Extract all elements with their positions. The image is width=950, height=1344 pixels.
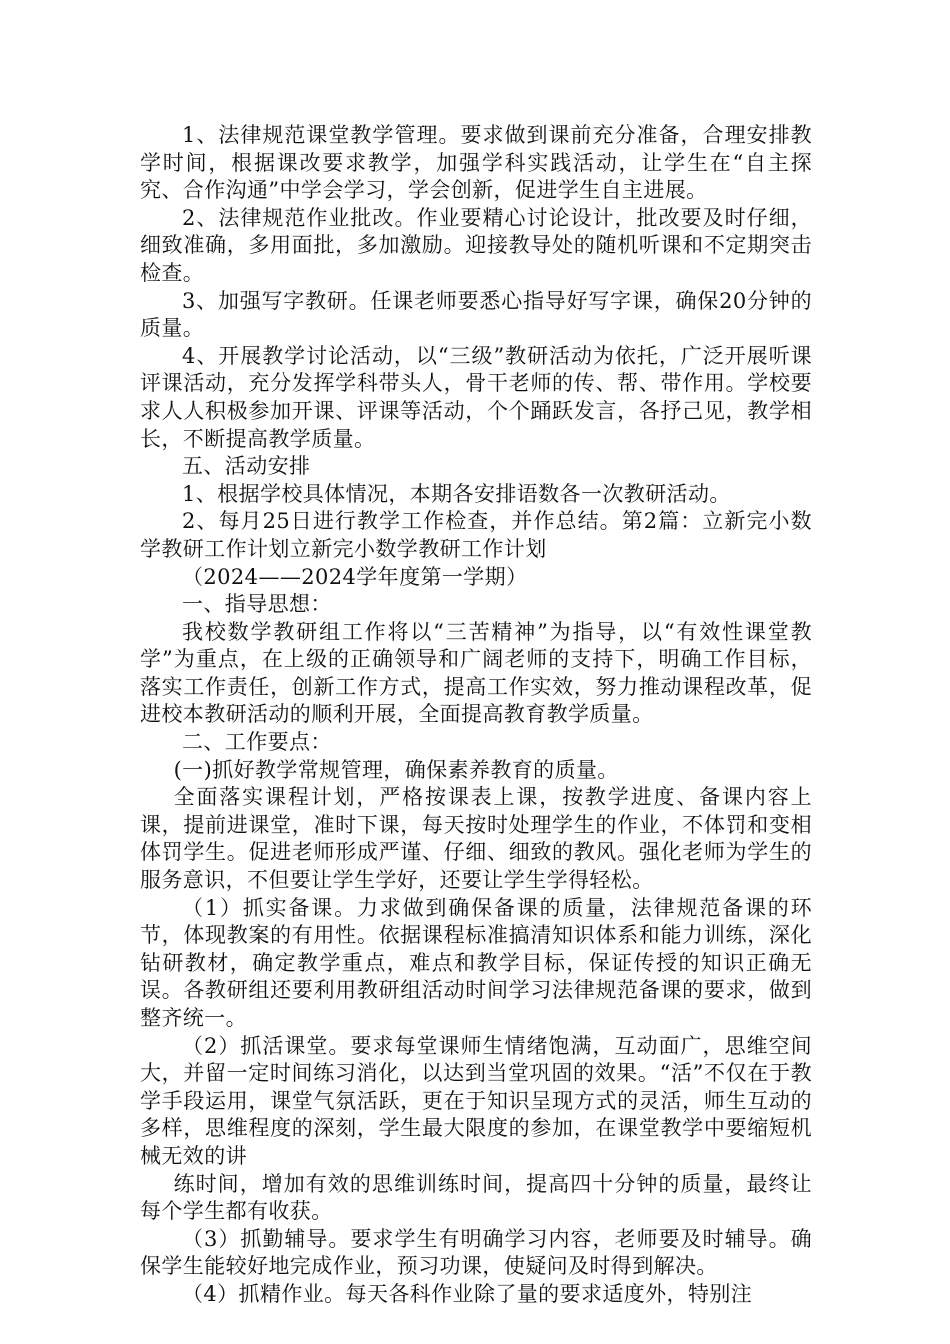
paragraph-activity-2: 2、每月25日进行教学工作检查，并作总结。第2篇：立新完小数学教研工作计划立新完小数学教研工作计划: [140, 509, 812, 561]
paragraph-lesson-prep: （1）抓实备课。力求做到确保备课的质量，法律规范备课的环节，体现教案的有用性。依据课程标准搞清知识体系和能力训练，深化钻研教材，确定教学重点，难点和教学目标，保证传授的知识正确无误。各教研组还要利用教研组活动时间学习法律规范备课的要求，做到整齐统一。: [140, 895, 812, 1030]
paragraph-teaching-discussion: 4、开展教学讨论活动，以“三级”教研活动为依托，广泛开展听课评课活动，充分发挥学科带头人，骨干老师的传、帮、带作用。学校要求人人积极参加开课、评课等活动，个个踊跃发言，各抒己见，教学相长，不断提高教学质量。: [140, 343, 812, 451]
paragraph-activity-1: 1、根据学校具体情况，本期各安排语数各一次教研活动。: [182, 481, 731, 506]
school-year-line: （2024——2024学年度第一学期）: [182, 564, 528, 589]
heading-guiding-ideology: 一、指导思想：: [182, 592, 332, 617]
paragraph-homework-correction: 2、法律规范作业批改。作业要精心讨论设计，批改要及时仔细，细致准确，多用面批，多加激励。迎接教导处的随机听课和不定期突击检查。: [140, 205, 812, 285]
paragraph-homework-quality: （4）抓精作业。每天各科作业除了量的要求适度外，特别注: [182, 1281, 753, 1306]
paragraph-guiding-ideology: 我校数学教研组工作将以“三苦精神”为指导，以“有效性课堂教学”为重点，在上级的正确领导和广阔老师的支持下，明确工作目标，落实工作责任，创新工作方式，提高工作实效，努力推动课程改革，促进校本教研活动的顺利开展，全面提高教育教学质量。: [140, 619, 812, 727]
paragraph-curriculum-plan: 全面落实课程计划，严格按课表上课，按教学进度、备课内容上课，提前进课堂，准时下课，每天按时处理学生的作业，不体罚和变相体罚学生。促进老师形成严谨、仔细、细致的教风。强化老师为学生的服务意识，不但要让学生学好，还要让学生学得轻松。: [140, 785, 812, 893]
heading-work-points: 二、工作要点：: [182, 730, 332, 755]
paragraph-practice-time: 练时间，增加有效的思维训练时间，提高四十分钟的质量，最终让每个学生都有收获。: [140, 1171, 812, 1224]
document-body: [140, 122, 812, 1309]
paragraph-active-classroom: （2）抓活课堂。要求每堂课师生情绪饱满，互动面广，思维空间大，并留一定时间练习消化，以达到当堂巩固的效果。“活”不仅在于教学手段运用，课堂气氛活跃，更在于知识呈现方式的灵活，师生互动的多样，思维程度的深刻，学生最大限度的参加，在课堂教学中要缩短机械无效的讲: [140, 1033, 812, 1168]
heading-activity-arrangement: 五、活动安排: [182, 454, 311, 479]
paragraph-tutoring: （3）抓勤辅导。要求学生有明确学习内容，老师要及时辅导。确保学生能较好地完成作业，预习功课，使疑问及时得到解决。: [140, 1226, 812, 1279]
paragraph-classroom-management: 1、法律规范课堂教学管理。要求做到课前充分准备，合理安排教学时间，根据课改要求教学，加强学科实践活动，让学生在“自主探究、合作沟通”中学会学习，学会创新，促进学生自主进展。: [140, 123, 812, 203]
subheading-routine-management: (一)抓好教学常规管理，确保素养教育的质量。: [173, 757, 619, 782]
paragraph-writing-research: 3、加强写字教研。任课老师要悉心指导好写字课，确保20分钟的质量。: [140, 288, 812, 341]
